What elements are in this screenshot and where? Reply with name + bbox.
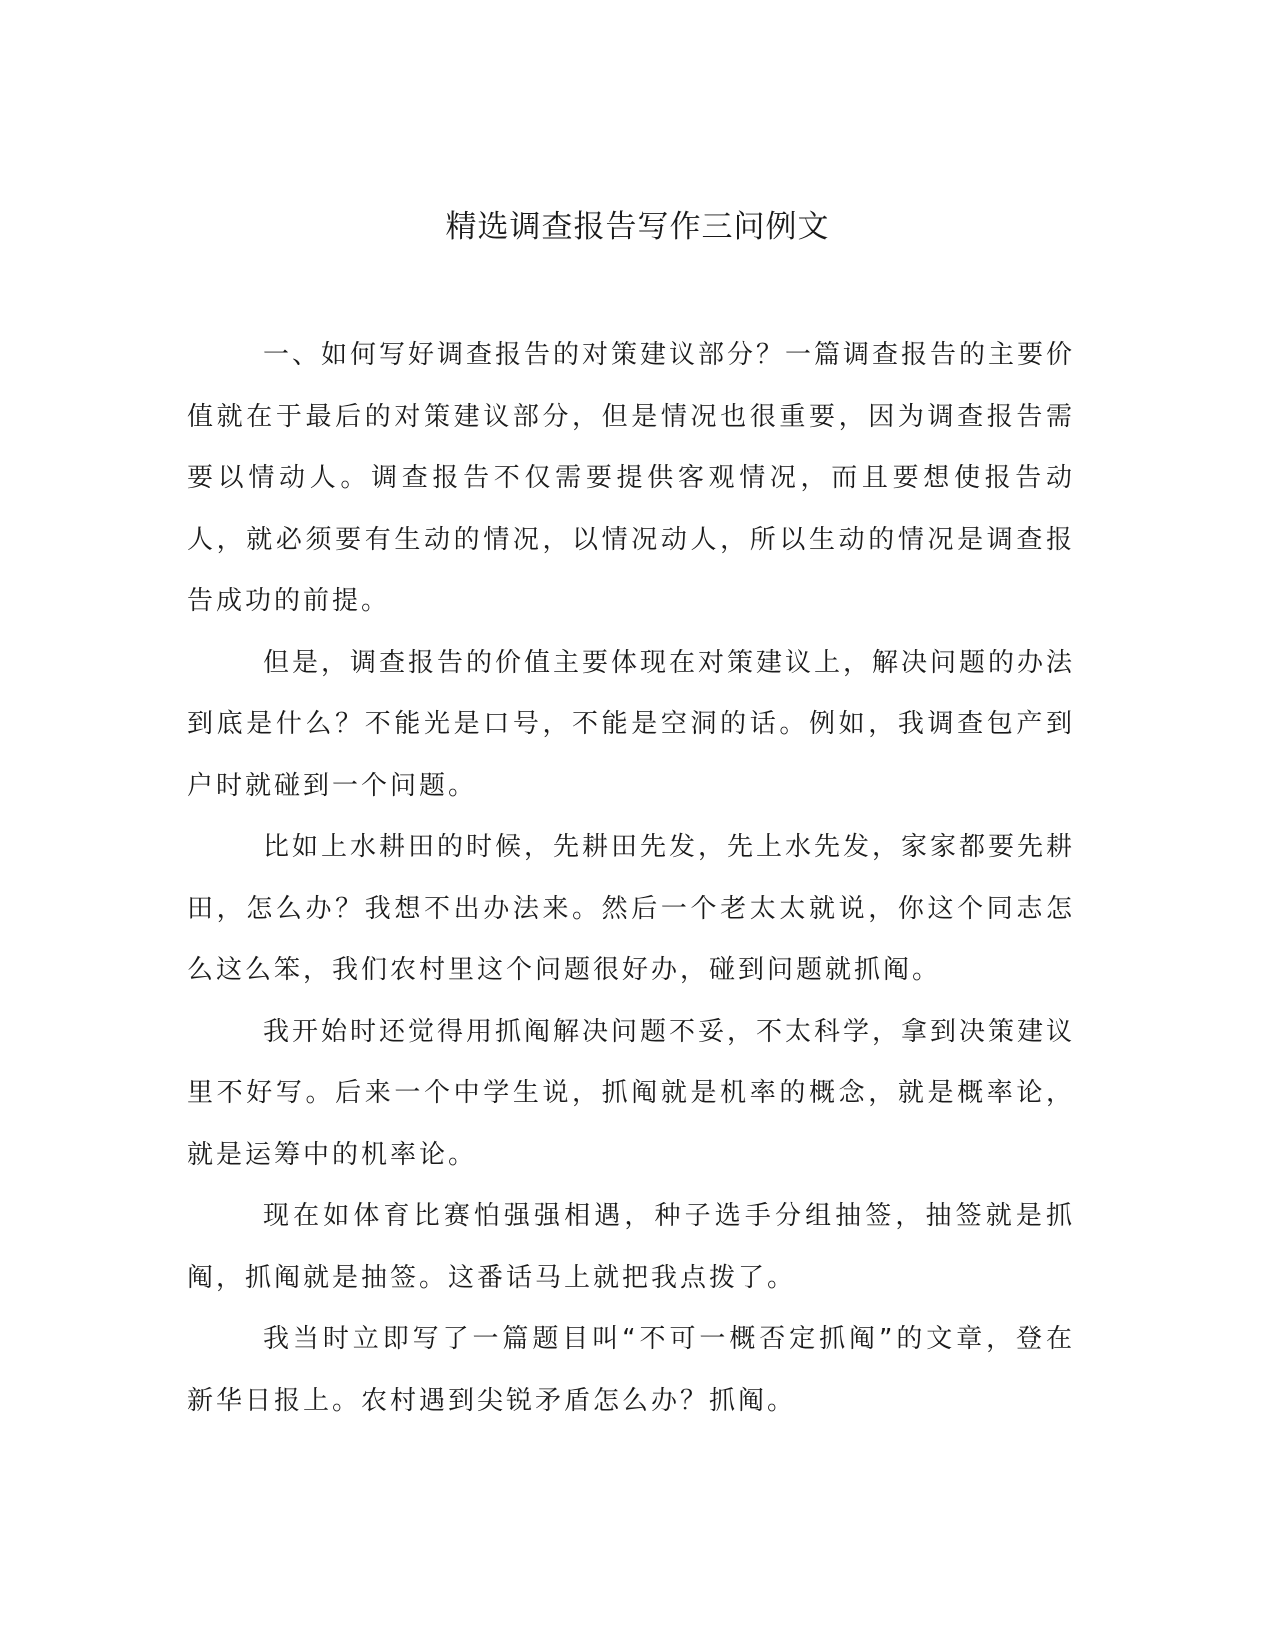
paragraph-4: 我开始时还觉得用抓阄解决问题不妥，不太科学，拿到决策建议里不好写。后来一个中学生说，抓阄就是机率的概念，就是概率论，就是运筹中的机率论。 (187, 1016, 1076, 1170)
paragraph-3: 比如上水耕田的时候，先耕田先发，先上水先发，家家都要先耕田，怎么办？我想不出办法来。然后一个老太太就说，你这个同志怎么这么笨，我们农村里这个问题很好办，碰到问题就抓阄。 (187, 832, 1076, 985)
document-body (187, 325, 1075, 1432)
paragraph-6: 我当时立即写了一篇题目叫“不可一概否定抓阄”的文章，登在新华日报上。农村遇到尖锐矛盾怎么办？抓阄。 (187, 1324, 1075, 1416)
paragraph-1: 一、如何写好调查报告的对策建议部分？一篇调查报告的主要价值就在于最后的对策建议部分，但是情况也很重要，因为调查报告需要以情动人。调查报告不仅需要提供客观情况，而且要想使报告动人，就必须要有生动的情况，以情况动人，所以生动的情况是调查报告成功的前提。 (187, 340, 1076, 616)
document-title: 精选调查报告写作三问例文 (445, 209, 830, 245)
paragraph-2: 但是，调查报告的价值主要体现在对策建议上，解决问题的办法到底是什么？不能光是口号，不能是空洞的话。例如，我调查包产到户时就碰到一个问题。 (187, 647, 1076, 801)
paragraph-5: 现在如体育比赛怕强强相遇，种子选手分组抽签，抽签就是抓阄，抓阄就是抽签。这番话马上就把我点拨了。 (187, 1201, 1075, 1293)
